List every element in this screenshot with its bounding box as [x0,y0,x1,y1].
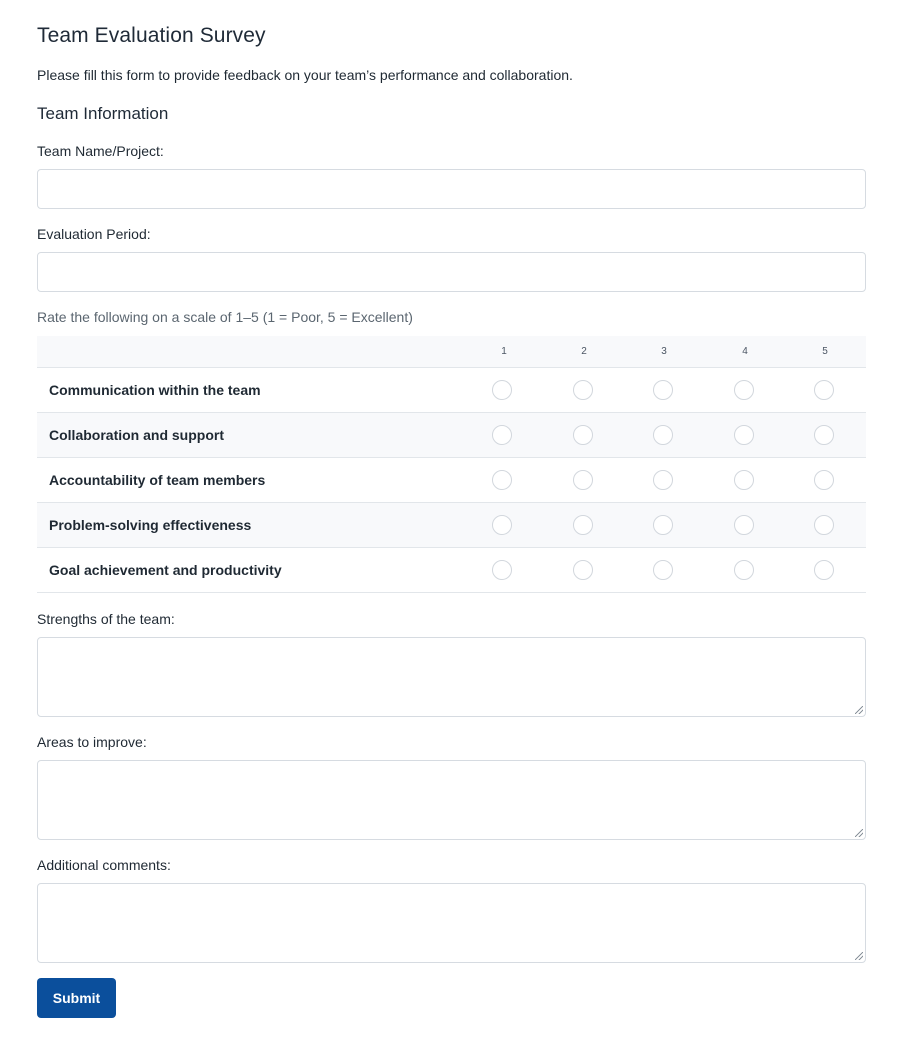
goal-achievement-radio-4[interactable] [734,560,754,580]
scale-header-3: 3 [661,346,667,357]
page-title: Team Evaluation Survey [37,24,266,47]
communication-radio-2[interactable] [573,380,593,400]
problem-solving-radio-3[interactable] [653,515,673,535]
scale-header-1: 1 [501,346,507,357]
areas-to-improve-label: Areas to improve: [37,734,147,750]
collaboration-radio-5[interactable] [814,425,834,445]
collaboration-radio-1[interactable] [492,425,512,445]
goal-achievement-radio-1[interactable] [492,560,512,580]
rating-label-communication: Communication within the team [49,382,261,398]
rating-row-accountability [37,458,866,503]
scale-header-4: 4 [742,346,748,357]
strengths-textarea[interactable] [37,637,866,717]
accountability-radio-5[interactable] [814,470,834,490]
collaboration-radio-2[interactable] [573,425,593,445]
areas-to-improve-textarea[interactable] [37,760,866,840]
team-name-label: Team Name/Project: [37,143,164,159]
scale-header-5: 5 [822,346,828,357]
form-intro: Please fill this form to provide feedback on your team’s performance and collaboration. [37,67,573,83]
additional-comments-textarea[interactable] [37,883,866,963]
rating-matrix-header [37,336,866,368]
accountability-radio-3[interactable] [653,470,673,490]
collaboration-radio-3[interactable] [653,425,673,445]
communication-radio-4[interactable] [734,380,754,400]
problem-solving-radio-1[interactable] [492,515,512,535]
additional-comments-resize-handle[interactable] [855,952,863,960]
areas-to-improve-resize-handle[interactable] [855,829,863,837]
rating-row-collaboration [37,413,866,458]
collaboration-radio-4[interactable] [734,425,754,445]
strengths-resize-handle[interactable] [855,706,863,714]
rating-row-communication [37,368,866,413]
problem-solving-radio-2[interactable] [573,515,593,535]
goal-achievement-radio-2[interactable] [573,560,593,580]
rating-label-accountability: Accountability of team members [49,472,266,488]
goal-achievement-radio-5[interactable] [814,560,834,580]
rating-instruction: Rate the following on a scale of 1–5 (1 = Poor, 5 = Excellent) [37,309,413,325]
section-title-team-information: Team Information [37,104,169,123]
submit-button[interactable]: Submit [37,978,116,1018]
scale-header-2: 2 [581,346,587,357]
problem-solving-radio-5[interactable] [814,515,834,535]
rating-label-collaboration: Collaboration and support [49,427,224,443]
additional-comments-label: Additional comments: [37,857,171,873]
rating-row-problem-solving [37,503,866,548]
communication-radio-5[interactable] [814,380,834,400]
evaluation-period-input[interactable] [37,252,866,292]
rating-row-goal-achievement [37,548,866,593]
team-name-input[interactable] [37,169,866,209]
accountability-radio-1[interactable] [492,470,512,490]
evaluation-period-label: Evaluation Period: [37,226,151,242]
rating-label-goal-achievement: Goal achievement and productivity [49,562,282,578]
goal-achievement-radio-3[interactable] [653,560,673,580]
strengths-label: Strengths of the team: [37,611,175,627]
problem-solving-radio-4[interactable] [734,515,754,535]
rating-matrix [37,336,866,593]
communication-radio-1[interactable] [492,380,512,400]
communication-radio-3[interactable] [653,380,673,400]
accountability-radio-4[interactable] [734,470,754,490]
rating-label-problem-solving: Problem-solving effectiveness [49,517,252,533]
accountability-radio-2[interactable] [573,470,593,490]
